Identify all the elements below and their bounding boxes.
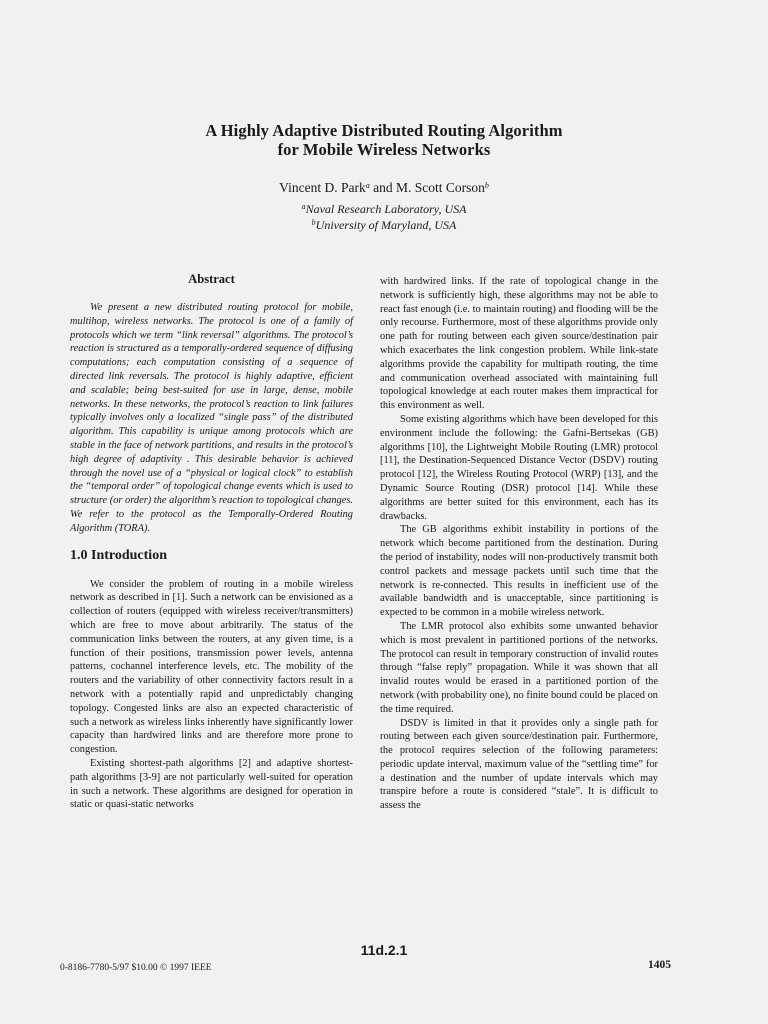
affiliation-a-mark: a [301,202,306,211]
session-number: 11d.2.1 [360,942,408,958]
right-paragraph-2: Some existing algorithms which have been developed for this environment include the following: the Gafni-Bertsekas (GB) algorithms [10], the Lightweight Mobile Routing (LMR) protocol [11], the Destination-Sequenced Distance Vector (DSDV) routing protocol [12], the Wireless Routing Protocol (WRP) [13], and the Dynamic Source Routing (DSR) protocol [14]. While these algorithms are better suited for this environment, each has its drawbacks. [380,413,658,522]
left-column [70,272,353,812]
copyright-line: 0-8186-7780-5/97 $10.00 © 1997 IEEE [60,963,212,973]
author-conjunction: and [369,180,396,195]
author-list [0,180,768,196]
abstract-heading: Abstract [188,272,235,286]
right-paragraph-5: DSDV is limited in that it provides only a single path for routing between each given source/destination pair. Furthermore, the protocol requires selection of the following parameters: periodic update interval, maximum value of the “settling time” for a destination and the number of update intervals which may transpire before a route is considered “stale”. It is difficult to assess the [380,717,658,812]
abstract-text: We present a new distributed routing protocol for mobile, multihop, wireless networks. The protocol is one of a family of protocols which we term “link reversal” algorithms. The protocol’s reaction is structured as a temporally-ordered sequence of diffusing computations; each computation consisting of a sequence of directed link reversals. The protocol is highly adaptive, efficient and scalable; being best-suited for use in large, dense, mobile networks. In these networks, the protocol’s reaction to link failures typically involves only a localized “single pass” of the distributed algorithm. This capability is unique among protocols which are stable in the face of network partitions, and results in the protocol’s high degree of adaptivity . This desirable behavior is achieved through the novel use of a “physical or logical clock” to establish the “temporal order” of topological change events which is used to structure (or order) the algorithm’s reaction to topological changes. We refer to the protocol as the Temporally-Ordered Routing Algorithm (TORA). [70,302,353,534]
author-2: M. Scott Corson [395,180,485,195]
title-line-2: for Mobile Wireless Networks [277,140,491,159]
intro-paragraph-2: Existing shortest-path algorithms [2] and adaptive shortest-path algorithms [3-9] are not particularly well-suited for operation in such a network. These algorithms are designed for operation in static or quasi-static networks [70,757,353,811]
page-number: 1405 [648,959,671,971]
paper-title [0,121,768,159]
section-heading-introduction: 1.0 Introduction [70,547,167,563]
right-paragraph-1: with hardwired links. If the rate of topological change in the network is sufficiently high, these algorithms may not be able to react fast enough (i.e. to maintain routing) and flooding will be the only recourse. Furthermore, most of these algorithms provide only one path for routing between each given source/destination pair which exacerbates the link congestion problem. While link-state algorithms provide the capability for multipath routing, the time and communication overhead associated with maintaining full topological knowledge at each router makes them impractical for this environment as well. [380,276,658,412]
affiliation-b-mark: b [311,218,316,227]
right-paragraph-3: The GB algorithms exhibit instability in portions of the network which become partitioned from the destination. During the period of instability, nodes will non-productively transmit both control packets and message packets until such time that the network is re-connected. This results in inefficient use of the available bandwidth and is unacceptable, since partitioning is expected to be common in a mobile wireless network. [380,524,658,619]
author-1: Vincent D. Park [279,180,366,195]
affiliation-a [0,202,768,216]
right-paragraph-4: The LMR protocol also exhibits some unwanted behavior which is most prevalent in partitioned portions of the networks. The protocol can result in temporary construction of invalid routes through “false reply” propagation. While it was shown that all invalid routes would be erased in a partitioned portion of the network (with probability one), no finite bound could be placed on the time required. [380,620,658,715]
title-line-1: A Highly Adaptive Distributed Routing Algorithm [205,121,563,140]
intro-paragraph-1: We consider the problem of routing in a mobile wireless network as described in [1]. Such a network can be envisioned as a collection of routers (equipped with wireless receiver/transmitters) which are free to move about arbitrarily. The status of the communication links between the routers, at any given time, is a function of their positions, transmission power levels, antenna patterns, cochannel interference levels, etc. The mobility of the routers and the variability of other connectivity factors result in a network with a potentially rapid and unpredictably changing topology. Congested links are also an expected characteristic of such a network as wireless links inherently have significantly lower capacity than hardwired links and are therefore more prone to congestion. [70,578,353,756]
affiliation-b-text: University of Maryland, USA [315,218,457,232]
author-1-affil-mark: a [365,181,370,190]
affiliation-b [0,218,768,232]
author-2-affil-mark: b [484,181,489,190]
affiliation-a-text: Naval Research Laboratory, USA [305,202,467,216]
right-column [380,275,658,813]
